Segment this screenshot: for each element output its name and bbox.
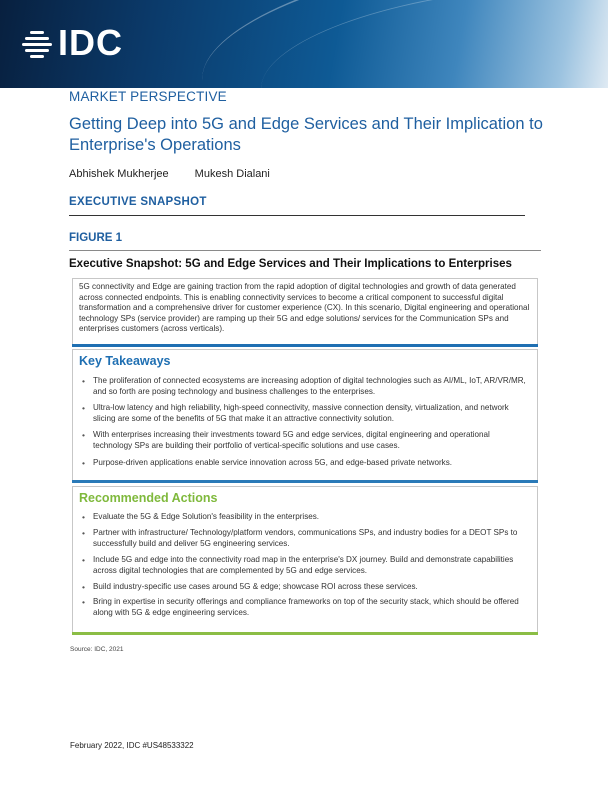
- header-banner: [0, 0, 608, 88]
- recommended-actions-box: [72, 486, 538, 633]
- authors: [69, 168, 270, 180]
- key-takeaways-box: [72, 349, 538, 481]
- figure-title: Executive Snapshot: 5G and Edge Services and Their Implications to Enterprises: [69, 258, 512, 270]
- list-item: • Purpose-driven applications enable service innovation across 5G, and edge-based private networks.: [81, 458, 529, 469]
- key-takeaways-list: [81, 376, 529, 474]
- intro-text: 5G connectivity and Edge are gaining traction from the rapid adoption of digital technologies and growth of data generated across connected endpoints. This is enabling connectivity services to become a critical component to successful digital transformation and a comprehensive driver for customer experience (CX). In this scenario, Digital engineering and operational technology SPs (service provider) are ramping up their 5G and edge solutions/ services for the Communication SPs and enterprises customers (across verticals).: [79, 282, 530, 334]
- recommended-actions-accent-bar: [72, 632, 538, 635]
- list-item: • Include 5G and edge into the connectivity road map in the enterprise's DX journey. Build and demonstrate capabilities across digital technologies that are complemented by 5G and edge services.: [81, 555, 529, 577]
- figure-divider: [69, 250, 541, 251]
- executive-snapshot-heading: EXECUTIVE SNAPSHOT: [69, 196, 207, 208]
- source-note: Source: IDC, 2021: [70, 646, 124, 653]
- intro-accent-bar: [72, 344, 538, 347]
- author-name: Abhishek Mukherjee: [69, 168, 169, 180]
- recommended-actions-list: [81, 512, 529, 624]
- idc-logo: [22, 22, 123, 63]
- list-item: • Build industry-specific use cases around 5G & edge; showcase ROI across these services.: [81, 582, 529, 593]
- list-item: • The proliferation of connected ecosystems are increasing adoption of digital technologies such as AI/ML, IoT, AR/VR/MR, and so forth are posing technology and business challenges to the enterprises.: [81, 376, 529, 398]
- list-item: • Ultra-low latency and high reliability, high-speed connectivity, massive connection density, virtualization, and network slicing are some of the benefits of 5G that make it an attractive connectivity solution.: [81, 403, 529, 425]
- globe-icon: [22, 28, 52, 58]
- recommended-actions-heading: Recommended Actions: [79, 491, 218, 505]
- logo-wordmark: IDC: [58, 22, 123, 63]
- key-takeaways-accent-bar: [72, 480, 538, 483]
- intro-box: [72, 278, 538, 345]
- page-title: Getting Deep into 5G and Edge Services and Their Implication to Enterprise's Operations: [69, 115, 543, 154]
- section-divider: [69, 215, 525, 216]
- market-perspective-label: MARKET PERSPECTIVE: [69, 89, 227, 104]
- figure-label: FIGURE 1: [69, 232, 123, 244]
- author-name: Mukesh Dialani: [194, 168, 270, 180]
- list-item: • Evaluate the 5G & Edge Solution's feasibility in the enterprises.: [81, 512, 529, 523]
- page-footer: February 2022, IDC #US48533322: [70, 741, 194, 750]
- list-item: • Bring in expertise in security offerings and compliance frameworks on top of the security stack, which should be offered along with 5G & edge engineering services.: [81, 597, 529, 619]
- key-takeaways-heading: Key Takeaways: [79, 354, 171, 368]
- list-item: • With enterprises increasing their investments toward 5G and edge services, digital engineering and operational technology SPs are building their portfolio of vertical-specific solutions and use cases.: [81, 430, 529, 452]
- list-item: • Partner with infrastructure/ Technology/platform vendors, communications SPs, and industry bodies for a DEOT SPs to successfully build and deliver 5G engineering services.: [81, 528, 529, 550]
